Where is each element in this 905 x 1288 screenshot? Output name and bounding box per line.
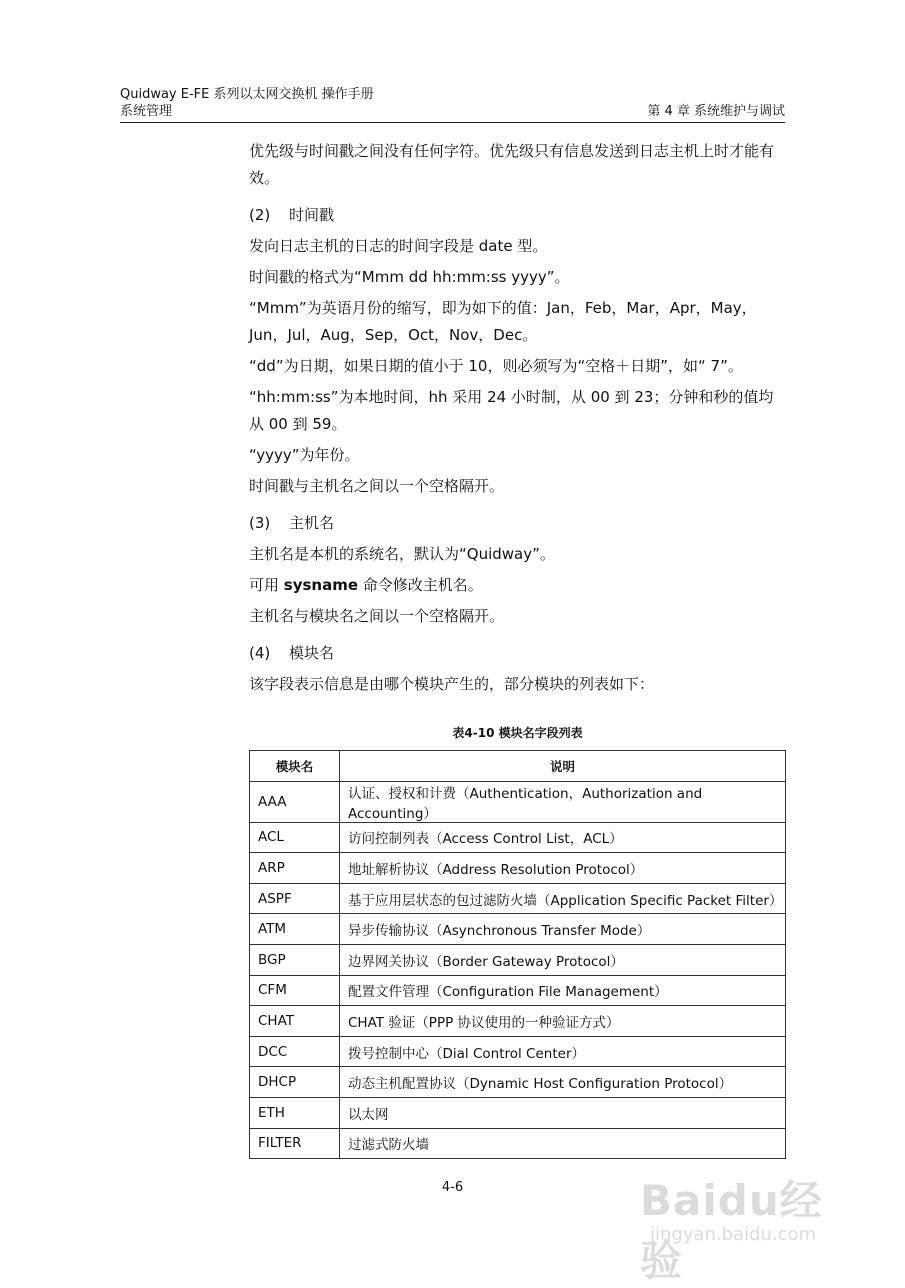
description-cell: 认证、授权和计费（Authentication，Authorization and Accounting） [340, 781, 786, 822]
table-row [250, 883, 786, 914]
description-cell: 过滤式防火墙 [340, 1128, 786, 1159]
column-header: 说明 [340, 751, 786, 782]
section-number: (2) [249, 206, 271, 224]
table-row [250, 1067, 786, 1098]
description-cell: 动态主机配置协议（Dynamic Host Configuration Protocol） [340, 1067, 786, 1098]
paragraph: 优先级与时间戳之间没有任何字符。优先级只有信息发送到日志主机上时才能有效。 [249, 142, 775, 187]
description-cell: 配置文件管理（Configuration File Management） [340, 975, 786, 1006]
table-header-row [250, 751, 786, 782]
section-heading-hostname [249, 510, 786, 537]
manual-title: Quidway E-FE 系列以太网交换机 操作手册 [120, 87, 374, 102]
section-number: (4) [249, 644, 271, 662]
paragraph: 时间戳与主机名之间以一个空格隔开。 [249, 477, 505, 495]
header-row [120, 103, 785, 123]
module-cell: DHCP [250, 1067, 340, 1098]
paragraph: 主机名与模块名之间以一个空格隔开。 [249, 607, 505, 625]
module-cell: DCC [250, 1036, 340, 1067]
text-fragment: 可用 [249, 576, 284, 594]
module-cell: FILTER [250, 1128, 340, 1159]
description-cell: 基于应用层状态的包过滤防火墙（Application Specific Packet Filter） [340, 883, 786, 914]
section-heading-timestamp [249, 202, 786, 229]
chapter-name: 第 4 章 系统维护与调试 [647, 104, 785, 119]
module-cell: ASPF [250, 883, 340, 914]
module-cell: ETH [250, 1097, 340, 1128]
description-cell: 边界网关协议（Border Gateway Protocol） [340, 944, 786, 975]
table-row [250, 1006, 786, 1037]
watermark-url: jingyan.baidu.com [650, 1224, 817, 1245]
baidu-watermark [640, 1140, 860, 1285]
table-row [250, 853, 786, 884]
table-row [250, 914, 786, 945]
section-title: 时间戳 [289, 206, 335, 224]
module-cell: ACL [250, 822, 340, 853]
description-cell: 拨号控制中心（Dial Control Center） [340, 1036, 786, 1067]
module-cell: CHAT [250, 1006, 340, 1037]
table-row [250, 975, 786, 1006]
paragraph: 发向日志主机的日志的时间字段是 date 型。 [249, 237, 548, 255]
module-cell: CFM [250, 975, 340, 1006]
watermark-brand: Baidu经验 [640, 1176, 823, 1285]
page-header [120, 86, 785, 123]
paragraph-sysname [249, 572, 786, 599]
module-cell: AAA [250, 781, 340, 822]
table-row [250, 822, 786, 853]
paragraph: 时间戳的格式为“Mmm dd hh:mm:ss yyyy”。 [249, 268, 570, 286]
section-title: 主机名 [289, 514, 335, 532]
table-row [250, 1036, 786, 1067]
module-table [249, 750, 786, 1159]
description-cell: 以太网 [340, 1097, 786, 1128]
paragraph: “Mmm”为英语月份的缩写，即为如下的值：Jan，Feb，Mar，Apr，May，Jun，Jul，Aug，Sep，Oct，Nov，Dec。 [249, 299, 757, 344]
paragraph: “yyyy”为年份。 [249, 446, 360, 464]
column-header: 模块名 [250, 751, 340, 782]
module-cell: ARP [250, 853, 340, 884]
description-cell: CHAT 验证（PPP 协议使用的一种验证方式） [340, 1006, 786, 1037]
module-cell: BGP [250, 944, 340, 975]
description-cell: 地址解析协议（Address Resolution Protocol） [340, 853, 786, 884]
page-number: 4-6 [441, 1180, 464, 1195]
command-keyword: sysname [283, 576, 359, 594]
paragraph: “hh:mm:ss”为本地时间，hh 采用 24 小时制，从 00 到 23；分钟和秒的值均从 00 到 59。 [249, 388, 774, 433]
table-row [250, 1097, 786, 1128]
module-cell: ATM [250, 914, 340, 945]
section-number: (3) [249, 514, 271, 532]
section-heading-module [249, 640, 786, 667]
main-content [249, 138, 786, 1159]
paragraph: 该字段表示信息是由哪个模块产生的，部分模块的列表如下： [249, 675, 655, 693]
text-fragment: 命令修改主机名。 [358, 576, 483, 594]
description-cell: 访问控制列表（Access Control List，ACL） [340, 822, 786, 853]
paragraph: “dd”为日期，如果日期的值小于 10，则必须写为“空格＋日期”，如“ 7”。 [249, 357, 743, 375]
section-title: 模块名 [289, 644, 335, 662]
description-cell: 异步传输协议（Asynchronous Transfer Mode） [340, 914, 786, 945]
section-name: 系统管理 [120, 104, 173, 119]
table-row [250, 944, 786, 975]
table-caption: 表4-10 模块名字段列表 [452, 726, 583, 740]
paragraph: 主机名是本机的系统名，默认为“Quidway”。 [249, 545, 555, 563]
table-row [250, 781, 786, 822]
